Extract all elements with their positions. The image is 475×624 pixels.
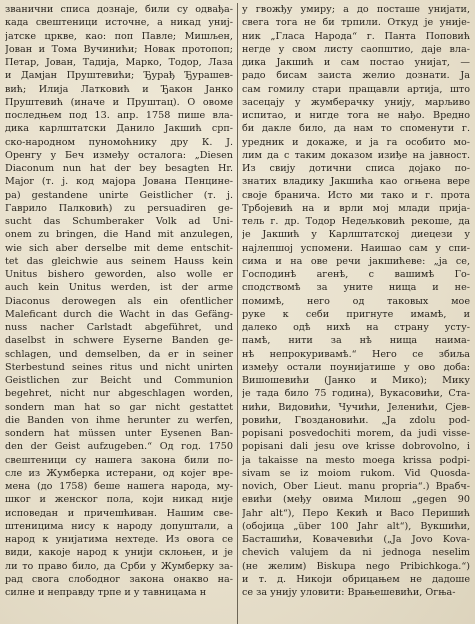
text-line: види, какоје народ к унији склоњен, и је: [5, 547, 233, 559]
text-line: Оренгу у Беч између осталога: „Diesen: [5, 149, 233, 161]
text-line: рад свога слободног закона онакво на-: [5, 573, 233, 585]
text-line: у гвожђу умиру; а до посташе унијати,: [242, 4, 470, 15]
text-line: и Дамјан Пруштевићи; Ђурађ Ђурашев-: [5, 70, 233, 82]
text-line: (не желим) Biskupa nego Pribichkoga.“): [242, 560, 470, 572]
right-text-column: [238, 3, 470, 624]
text-line: лим да с таким доказом изиђе на јавност.: [242, 149, 470, 161]
text-line: ник „Гласа Народа“ г. Панта Поповић: [242, 30, 470, 42]
text-line: ра) gestandene unirte Geistlicher (т. ј.: [5, 189, 233, 201]
text-line: den der Geist aufzugeben.“ Од год. 1750: [5, 441, 233, 453]
text-line: испитао, и нигде тога не нађо. Вредно: [242, 110, 470, 121]
text-line: Господинѣ агенѣ, с вашимѣ Го-: [242, 269, 470, 280]
text-line: би дакле било, да нам то споменути г.: [242, 123, 470, 135]
text-line: ско-народном пуномоћнику дру К. Ј.: [5, 136, 233, 148]
text-line: Пруштевић (иначе и Пруштац). О овоме: [5, 96, 233, 108]
text-line: сле из Жумберка истерани, од којег вре-: [5, 467, 233, 479]
text-line: нѣ непрокуривамѣ.“ Него се збиља: [242, 348, 470, 360]
text-line: sondern man hat so gar nicht gestattet: [5, 401, 233, 413]
text-line: евићи (међу овима Милош „gegen 90: [242, 494, 470, 506]
text-line: Басташићи, Ковачевићи („Ja Jovo Kova-: [242, 534, 470, 545]
text-line: сам гомилу стари пращавли артија, што: [242, 83, 470, 95]
text-line: Geistlichen zur Beicht und Communion: [5, 375, 233, 386]
text-line: и т. д. Никоји обрицањем не дадоше: [242, 573, 470, 585]
text-line: је Јакшић у Карлштатској диецези у: [242, 229, 470, 241]
text-line: када свештеници источне, а никад униј-: [5, 17, 233, 29]
text-line: Unitus bishero geworden, also wolle er: [5, 269, 233, 280]
text-line: руке к себи пригнуте имамѣ, и: [242, 308, 470, 320]
text-line: свега тога не би трпили. Откуд је уније-: [242, 17, 470, 29]
text-line: (обојица „über 100 Jahr alt“), Вукшићи,: [242, 520, 470, 532]
text-line: onem zu bringen, die Hand mit anzulegen,: [5, 229, 233, 241]
text-line: die Banden von ihme herunter zu werfen,: [5, 414, 233, 426]
text-line: Diaconum nun hat der bey besagten Hr.: [5, 163, 233, 174]
text-line: штеницима нису к народу допуштали, а: [5, 520, 233, 532]
text-line: се за унију уловити: Врањешевићи, Огња-: [242, 587, 456, 598]
text-line: Diaconus derowegen als ein ofentlicher: [5, 295, 233, 307]
left-text-column: [5, 3, 237, 624]
text-line: popisani posvedochiti morem, da judi visse-: [242, 428, 470, 439]
text-line: памѣ, нити за нѣ нища наима-: [242, 335, 470, 347]
text-line: негде у свом листу саопштио, даје вла-: [242, 43, 470, 55]
text-line: помимѣ, него од таковых мое: [242, 295, 470, 307]
text-line: Major (т. ј. код мајора Јована Пенцине-: [5, 176, 233, 188]
text-line: Трбојевић на и врли мој млади прија-: [242, 202, 470, 214]
text-line: tet das gleichwie aus seinem Hauss kein: [5, 255, 233, 267]
text-line: Петар, Јован, Тадија, Марко, Тодор, Лаза: [5, 57, 233, 68]
text-line: Јован и Тома Вучинићи; Новак протопоп;: [5, 43, 233, 55]
text-line: sondern hat müssen unter Eysenen Ban-: [5, 428, 233, 439]
text-line: радо бисам заиста желио дознати. Ја: [242, 70, 470, 82]
text-line: мена (до 1758) беше нашега народа, му-: [5, 481, 233, 492]
text-line: засецају у жумберачку унију, марљиво: [242, 96, 470, 108]
text-line: је тада било 75 година), Вукасовићи, Ста-: [242, 388, 470, 400]
text-line: ja takaisse na mesto moega krissa podpi-: [242, 454, 470, 466]
text-line: Из свију дотични списа дојако по-: [242, 163, 470, 174]
text-line: chevich valujem da ni jednoga neselim: [242, 547, 470, 559]
text-line: шког и женског пола, који никад није: [5, 494, 233, 506]
text-line: schlagen, und demselben, da er in seiner: [5, 348, 233, 360]
text-line: Maleficant durch die Wacht in das Gefäng-: [5, 308, 233, 320]
text-line: нићи, Видовићи, Чучићи, Јеленићи, Сјев-: [242, 401, 470, 413]
text-line: сима и на ове речи јакшићеве: „ја се,: [242, 255, 470, 267]
text-line: Вишошевићи (Јанко и Мико); Мику: [242, 375, 470, 386]
text-line: знатих владику Јакшића као огњена вере: [242, 176, 470, 188]
text-line: далеко одѣ нихѣ на страну усту-: [242, 322, 470, 333]
text-line: вић; Илија Латковић и Ђакон Јанко: [5, 83, 233, 95]
text-line: ли то право било, да Срби у Жумберку за-: [5, 560, 233, 572]
text-line: Jahr alt“), Перо Кекић и Васо Перишић: [242, 507, 470, 519]
text-line: sucht das Schumberaker Volk ad Uni-: [5, 216, 233, 227]
text-line: Гаврило Палковић) zu persuadiren ge-: [5, 202, 233, 214]
text-line: тель г. др. Тодор Недељковић рекоше, да: [242, 216, 470, 227]
text-line: своје бранича. Исто ми тако и г. прота: [242, 189, 470, 201]
text-line: auch kein Unitus werden, ist der arme: [5, 282, 233, 294]
text-line: ровићи, Гвоздановићи. „Ja zdolu pod-: [242, 414, 470, 426]
text-line: последњем под 13. апр. 1758 пише вла-: [5, 110, 233, 121]
text-line: begehret, nicht nur abgeschlagen worden,: [5, 388, 233, 400]
text-line: popisani dali jesu ove krisse dobrovolno, i: [242, 441, 470, 453]
text-line: Sterbestund seines ritus und nicht unirten: [5, 361, 233, 373]
text-line: исповедан и причешћиван. Нашим све-: [5, 507, 233, 519]
text-line: најлепшој успомени. Наишао сам у спи-: [242, 242, 470, 254]
text-line: дика Јакшић и сам постао унијат, —: [242, 57, 470, 68]
text-line: јатске цркве, као: поп Павле; Мишљен,: [5, 30, 233, 42]
text-line: daselbst in schwere Eyserne Banden ge-: [5, 335, 233, 347]
text-line: дика карлштатски Данило Јакшић срп-: [5, 123, 233, 135]
text-line: између остали поунијатише у ово доба:: [242, 361, 470, 373]
text-line: званични списа дознаје, били су одвађа-: [5, 4, 233, 15]
text-line: сподствомѣ за уните нища и не-: [242, 282, 470, 294]
text-line: свештеници су нашега закона били по-: [5, 454, 233, 466]
text-line: силне и неправду трпе и у тавницама н: [5, 587, 207, 598]
text-line: народ к унијатима нехтеде. Из овога се: [5, 534, 233, 545]
text-line: nuss nacher Carlstadt abgeführet, und: [5, 322, 233, 333]
text-line: sivam se iz moiom rukom. Vid Quosda-: [242, 467, 470, 479]
text-line: уредник и докаже, и ја га особито мо-: [242, 136, 470, 148]
text-line: novich, Ober Lieut. manu propria“.) Врабч-: [242, 481, 470, 492]
text-line: wie sich aber derselbe mit deme entschit-: [5, 242, 233, 254]
